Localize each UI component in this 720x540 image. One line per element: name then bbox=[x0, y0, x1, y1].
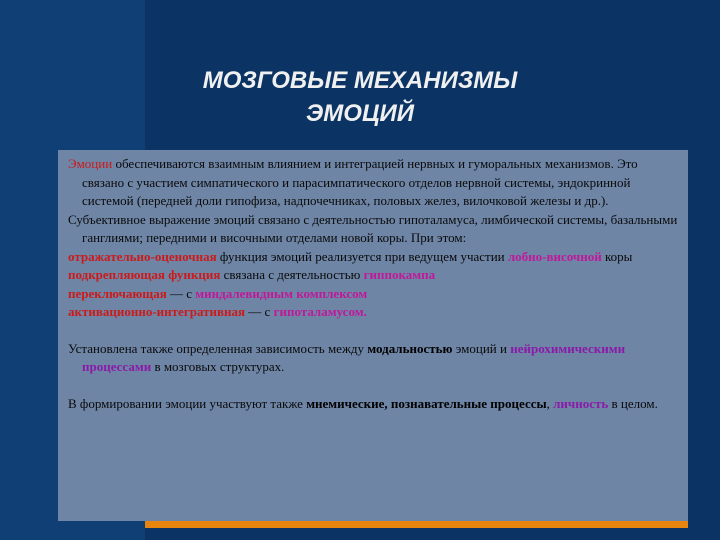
paragraph-text: коры bbox=[601, 248, 633, 264]
paragraph-text: в целом. bbox=[608, 395, 658, 411]
paragraph-text: связана с деятельностью bbox=[220, 267, 364, 282]
term-hypothalamus: гипоталамусом. bbox=[273, 304, 367, 319]
term-hippocampus: гиппокампа bbox=[363, 267, 436, 282]
paragraph-text: обеспечиваются взаимным влиянием и интеграцией нервных и гуморальных механизмов. Это связано с участием симпатического и парасимпатического отделов нервной системы, эндокринной системой (передней доли гипофиза, надпочечниках, половых желез, вилочковой железы и др.). bbox=[82, 156, 638, 208]
paragraph-text: , bbox=[546, 395, 554, 411]
paragraph-subjective bbox=[68, 211, 680, 248]
paragraph-text: в мозговых структурах. bbox=[151, 359, 285, 374]
term-frontotemporal: лобно-височной bbox=[507, 248, 602, 264]
term-emotions: Эмоции bbox=[68, 156, 113, 171]
title-line-2: ЭМОЦИЙ bbox=[306, 100, 414, 127]
paragraph-reinforcing bbox=[68, 266, 680, 285]
accent-line bbox=[145, 521, 688, 528]
paragraph-formation bbox=[68, 395, 680, 414]
paragraph-switching bbox=[68, 285, 680, 304]
term-activating: активационно-интегративная bbox=[68, 304, 246, 319]
term-reinforcing: подкрепляющая функция bbox=[68, 267, 221, 282]
term-personality: личность bbox=[553, 395, 609, 411]
paragraph-modality bbox=[68, 340, 680, 377]
paragraph-text: В формировании эмоции участвуют также bbox=[68, 395, 307, 411]
term-mnemonic: мнемические, познавательные процессы bbox=[306, 395, 547, 411]
term-modality: модальностью bbox=[367, 340, 453, 356]
term-switching: переключающая bbox=[68, 285, 167, 301]
paragraph-text: Субъективное выражение эмоций связано с деятельностью гипоталамуса, лимбической системы, базальными ганглиями; передними и височными отделами новой коры. При этом: bbox=[68, 211, 678, 245]
paragraph-activating bbox=[68, 303, 680, 322]
paragraph-text: — с bbox=[166, 285, 196, 301]
paragraph-text: функция эмоций реализуется при ведущем участии bbox=[216, 248, 508, 264]
spacer bbox=[68, 377, 680, 395]
term-amygdala: миндалевидным комплексом bbox=[195, 285, 368, 301]
content-body bbox=[68, 155, 680, 413]
paragraph-text: Установлена также определенная зависимость между bbox=[68, 340, 368, 356]
paragraph-text: — с bbox=[245, 304, 274, 319]
slide-title bbox=[120, 64, 600, 130]
paragraph-reflective bbox=[68, 248, 680, 267]
spacer bbox=[68, 322, 680, 340]
term-reflective: отражательно-оценочная bbox=[68, 248, 217, 264]
paragraph-emotions bbox=[68, 155, 680, 211]
term-neurochemical: нейрохимическими процессами bbox=[82, 340, 626, 374]
title-line-1: МОЗГОВЫЕ МЕХАНИЗМЫ bbox=[202, 67, 518, 94]
paragraph-text: эмоций и bbox=[452, 340, 511, 356]
